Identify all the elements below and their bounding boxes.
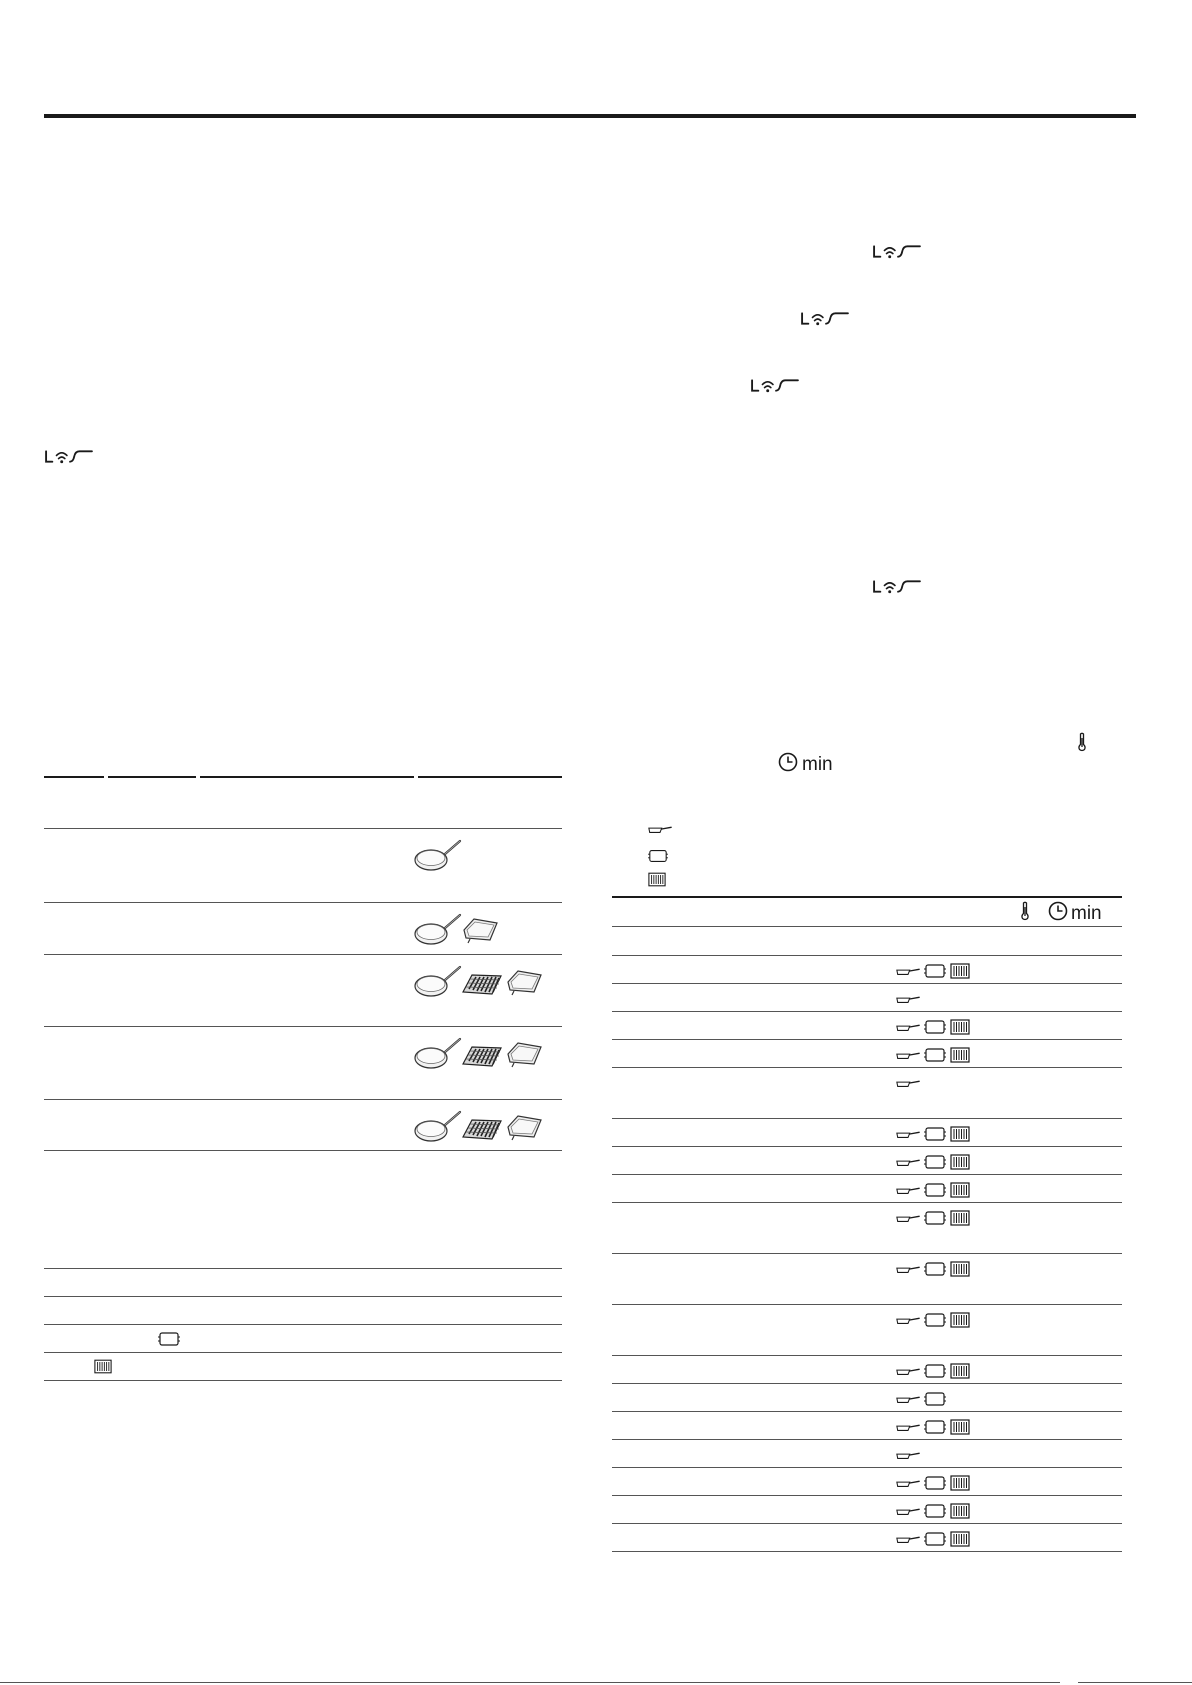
baking-tray-icon xyxy=(924,1182,946,1198)
table-rule xyxy=(612,1039,1122,1040)
table-rule xyxy=(44,828,562,829)
frying-pan-icon xyxy=(896,994,920,1004)
table-rule xyxy=(612,955,1122,956)
table-rule xyxy=(418,776,562,778)
table-rule xyxy=(200,776,414,778)
grill-plate-icon xyxy=(950,963,970,979)
grill-plate-icon xyxy=(950,1312,970,1328)
frying-pan-icon xyxy=(896,1478,920,1488)
baking-tray-icon xyxy=(924,1126,946,1142)
baking-tray-icon xyxy=(504,1113,544,1143)
baking-tray-icon xyxy=(924,1391,946,1407)
cookware-table xyxy=(44,776,562,1150)
table-rule xyxy=(612,1523,1122,1524)
grill-plate-icon xyxy=(950,1531,970,1547)
grill-plate-icon xyxy=(94,1359,112,1374)
table-rule xyxy=(612,1202,1122,1203)
table-rule xyxy=(612,1495,1122,1496)
frying-pan-icon xyxy=(896,1050,920,1060)
frying-pan-icon xyxy=(648,824,672,834)
table-rule xyxy=(44,1324,562,1325)
grill-plate-icon xyxy=(460,970,504,998)
frying-pan-icon xyxy=(896,1422,920,1432)
table-rule xyxy=(612,983,1122,984)
table-rule xyxy=(612,1118,1122,1119)
table-rule xyxy=(44,1150,562,1151)
baking-tray-icon xyxy=(924,1475,946,1491)
frying-pan-icon xyxy=(896,1315,920,1325)
baking-tray-icon xyxy=(924,1261,946,1277)
table-rule xyxy=(44,776,104,778)
food-table xyxy=(612,896,1122,1561)
table-rule xyxy=(612,1253,1122,1254)
table-rule xyxy=(612,1439,1122,1440)
table-rule xyxy=(612,1551,1122,1552)
frying-pan-icon xyxy=(896,1078,920,1088)
baking-tray-icon xyxy=(504,968,544,998)
table-rule xyxy=(612,896,1122,898)
grill-plate-icon xyxy=(950,1419,970,1435)
baking-tray-icon xyxy=(924,1312,946,1328)
baking-tray-icon xyxy=(924,1363,946,1379)
table-rule xyxy=(612,1146,1122,1147)
grill-plate-icon xyxy=(460,1042,504,1070)
clock-icon xyxy=(778,752,798,772)
table-rule xyxy=(108,776,196,778)
frying-pan-icon xyxy=(414,1109,464,1145)
frying-pan-icon xyxy=(896,1022,920,1032)
baking-tray-icon xyxy=(504,1040,544,1070)
table-rule xyxy=(44,1026,562,1027)
frying-pan-icon xyxy=(896,966,920,976)
table-rule xyxy=(44,954,562,955)
table-rule xyxy=(612,1067,1122,1068)
table-rule xyxy=(44,1099,562,1100)
min-label: min xyxy=(1071,903,1102,924)
table-rule xyxy=(612,1174,1122,1175)
frying-pan-icon xyxy=(896,1394,920,1404)
frying-pan-icon xyxy=(896,1366,920,1376)
table-rule xyxy=(612,1011,1122,1012)
table-rule xyxy=(44,1268,562,1269)
grill-plate-icon xyxy=(950,1503,970,1519)
frying-pan-icon xyxy=(896,1534,920,1544)
grill-plate-icon xyxy=(950,1210,970,1226)
frying-pan-icon xyxy=(896,1450,920,1460)
baking-tray-icon xyxy=(924,1419,946,1435)
grill-plate-icon xyxy=(950,1047,970,1063)
frying-pan-icon xyxy=(414,964,464,1000)
table-rule xyxy=(44,902,562,903)
grill-plate-icon xyxy=(460,1115,504,1143)
clock-icon xyxy=(1048,901,1068,921)
table-rule xyxy=(612,1355,1122,1356)
frying-pan-icon xyxy=(896,1157,920,1167)
frying-pan-icon xyxy=(414,838,464,874)
baking-tray-icon xyxy=(924,1019,946,1035)
table-rule xyxy=(612,1383,1122,1384)
grill-plate-icon xyxy=(950,1154,970,1170)
table-rule xyxy=(612,926,1122,927)
baking-tray-icon xyxy=(924,1531,946,1547)
baking-tray-icon xyxy=(460,916,500,946)
table-rule xyxy=(612,1411,1122,1412)
frying-pan-icon xyxy=(896,1264,920,1274)
grill-plate-icon xyxy=(950,1019,970,1035)
baking-tray-icon xyxy=(924,963,946,979)
baking-tray-icon xyxy=(924,1047,946,1063)
grill-plate-icon xyxy=(950,1261,970,1277)
baking-tray-icon xyxy=(924,1154,946,1170)
baking-tray-icon xyxy=(924,1503,946,1519)
frying-pan-icon xyxy=(896,1185,920,1195)
accessory-table xyxy=(44,1268,562,1386)
frying-pan-icon xyxy=(414,912,464,948)
grill-plate-icon xyxy=(950,1126,970,1142)
baking-tray-icon xyxy=(924,1210,946,1226)
thermometer-icon xyxy=(1020,901,1030,921)
footer-rule xyxy=(1078,1682,1192,1683)
grill-plate-icon xyxy=(950,1182,970,1198)
baking-tray-icon xyxy=(158,1331,180,1347)
sensor-frying-icon xyxy=(872,578,922,595)
sensor-frying-icon xyxy=(872,243,922,260)
thermometer-icon xyxy=(1077,732,1087,752)
grill-plate-icon xyxy=(950,1475,970,1491)
sensor-frying-icon xyxy=(750,377,800,394)
sensor-frying-icon xyxy=(44,448,94,465)
cookware-legend xyxy=(648,820,688,892)
table-rule xyxy=(44,1380,562,1381)
header-rule xyxy=(44,114,1136,118)
grill-plate-icon xyxy=(648,872,666,887)
frying-pan-icon xyxy=(896,1213,920,1223)
grill-plate-icon xyxy=(950,1363,970,1379)
table-rule xyxy=(44,1352,562,1353)
frying-pan-icon xyxy=(896,1506,920,1516)
footer-rule xyxy=(0,1682,1060,1683)
frying-pan-icon xyxy=(414,1036,464,1072)
frying-pan-icon xyxy=(896,1129,920,1139)
table-rule xyxy=(612,1304,1122,1305)
table-rule xyxy=(612,1467,1122,1468)
table-rule xyxy=(44,1296,562,1297)
min-label: min xyxy=(802,754,833,775)
baking-tray-icon xyxy=(648,848,668,864)
sensor-frying-icon xyxy=(800,310,850,327)
